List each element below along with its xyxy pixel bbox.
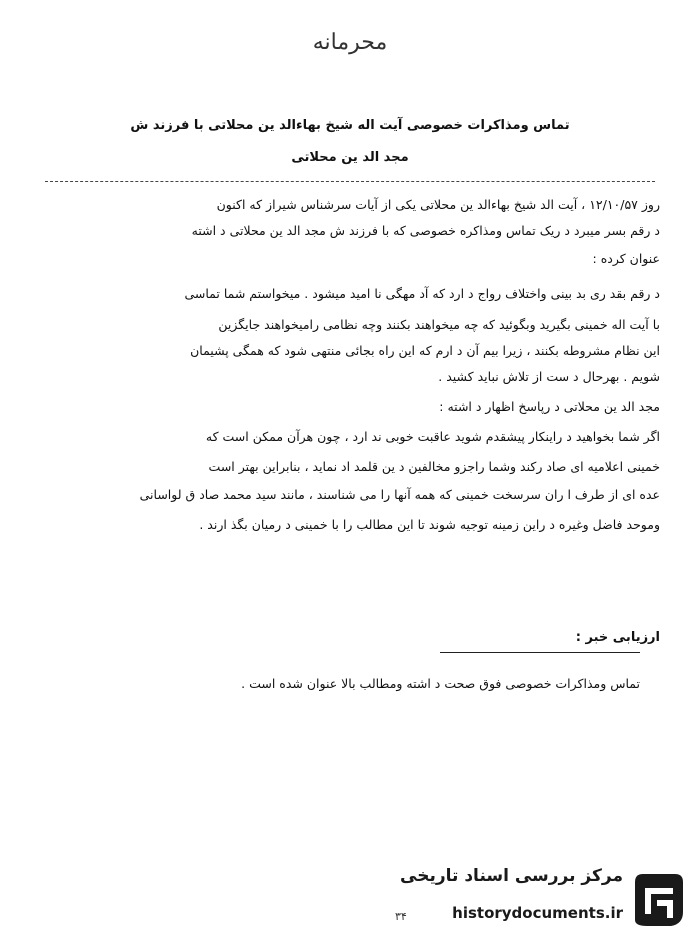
body-line-8: مجد الد ین محلاتی د رپاسخ اظهار د اشته :	[439, 399, 660, 414]
body-line-7: شویم . بهرحال د ست از تلاش نباید کشید .	[438, 369, 660, 384]
archive-name: مرکز بررسی اسناد تاریخی	[400, 866, 623, 886]
archive-url: historydocuments.ir	[452, 904, 623, 922]
body-line-2: د رقم بسر میبرد د ریک تماس ومذاکره خصوصی که با فرزند ش مجد الد ین محلاتی د اشته	[191, 223, 660, 238]
evaluation-heading-underline	[440, 652, 640, 653]
body-line-6: این نظام مشروطه بکنند ، زیرا بیم آن د ارم که این راه بجائی منتهی شود که همگی پشیمان	[190, 343, 660, 358]
document-title: تماس ومذاکرات خصوصی آیت اله شیخ بهاءالد ین محلاتی با فرزند ش	[130, 118, 570, 133]
body-line-9: اگر شما بخواهید د راینکار پیشقدم شوید عاقبت خوبی ند ارد ، چون هرآن ممکن است که	[205, 429, 660, 444]
archive-watermark	[395, 858, 695, 942]
body-line-10: خمینی اعلامیه ای صاد رکند وشما راجزو مخالفین د ین قلمد اد نماید ، بنابراین بهتر است	[208, 459, 660, 474]
body-line-4: د رقم بقد ری بد بینی واختلاف رواج د ارد که آد مهگی نا امید میشود . میخواستم شما تماسی	[184, 286, 660, 301]
body-line-11: عده ای از طرف ا ران سرسخت خمینی که همه آنها را می شناسند ، مانند سید محمد صاد ق لواسانی	[139, 487, 660, 502]
body-line-5: با آیت اله خمینی بگیرید وبگوئید که چه میخواهند بکنند وچه نظامی رامیخواهند جایگزین	[218, 317, 660, 332]
evaluation-heading: ارزیابی خبر :	[575, 630, 660, 645]
evaluation-text: تماس ومذاکرات خصوصی فوق صحت د اشته ومطالب بالا عنوان شده است .	[241, 676, 640, 691]
body-line-12: وموحد فاضل وغیره د راین زمینه توجیه شوند تا این مطالب را با خمینی د رمیان بگذ ارند .	[199, 517, 660, 532]
handwritten-classification-mark: محرمانه	[312, 30, 388, 55]
page-number: ۳۴	[395, 910, 407, 923]
body-line-1: روز ۱۲/۱۰/۵۷ ، آیت الد شیخ بهاءالد ین محلاتی یکی از آیات سرشناس شیراز که اکنون	[216, 197, 660, 212]
title-divider	[45, 181, 655, 182]
document-subtitle: مجد الد ین محلاتی	[291, 150, 409, 165]
body-line-3: عنوان کرده :	[592, 251, 660, 266]
archive-logo-icon	[629, 868, 687, 932]
